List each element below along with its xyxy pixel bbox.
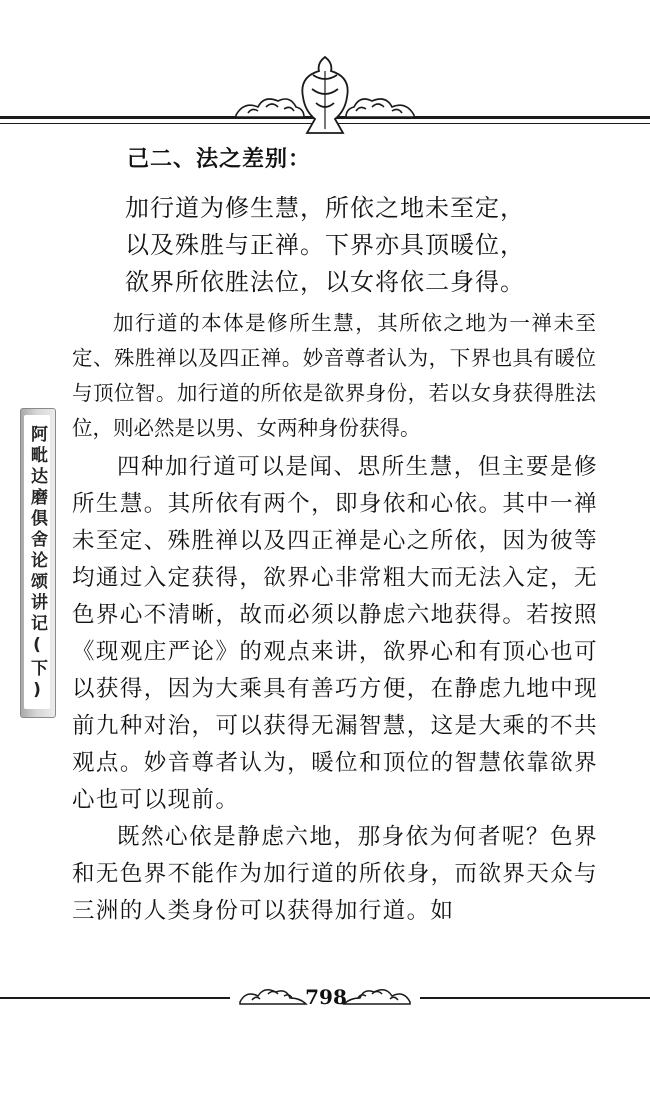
verse-line: 以及殊胜与正禅。下界亦具顶暖位， bbox=[125, 231, 525, 259]
verse-commentary bbox=[72, 306, 596, 446]
conch-ornament-icon bbox=[232, 55, 418, 137]
body-paragraph: 四种加行道可以是闻、思所生慧，但主要是修所生慧。其所依有两个，即身依和心依。其中一禅未至定、殊胜禅以及四正禅是心之所依，因为彼等均通过入定获得，欲界心非常粗大而无法入定，无色界心不清晰，故而必须以静虑六地获得。若按照《现观庄严论》的观点来讲，欲界心和有顶心也可以获得，因为大乘具有善巧方便，在静虑九地中现前九种对治，可以获得无漏智慧，这是大乘的不共观点。妙音尊者认为，暖位和顶位的智慧依靠欲界心也可以现前。 bbox=[72, 454, 598, 813]
verse-line: 加行道为修生慧，所依之地未至定， bbox=[125, 194, 525, 222]
footer-rule-left bbox=[0, 997, 230, 999]
footer-rule-right bbox=[420, 997, 650, 999]
body-paragraph: 既然心依是静虑六地，那身依为何者呢？色界和无色界不能作为加行道的所依身，而欲界天众与三洲的人类身份可以获得加行道。如 bbox=[72, 824, 598, 924]
page-number: 798 bbox=[305, 985, 347, 1009]
commentary-paragraph: 加行道的本体是修所生慧，其所依之地为一禅未至定、殊胜禅以及四正禅。妙音尊者认为，下界也具有暖位与顶位智。加行道的所依是欲界身份，若以女身获得胜法位，则必然是以男、女两种身份获得。 bbox=[72, 311, 596, 440]
side-book-title: 阿毗达磨俱舍论颂讲记(下) bbox=[27, 425, 47, 704]
body-text bbox=[72, 449, 598, 930]
verse-line: 欲界所依胜法位，以女将依二身得。 bbox=[125, 268, 525, 296]
section-heading: 己二、法之差别： bbox=[127, 147, 312, 172]
side-chapter-tab bbox=[20, 408, 56, 718]
